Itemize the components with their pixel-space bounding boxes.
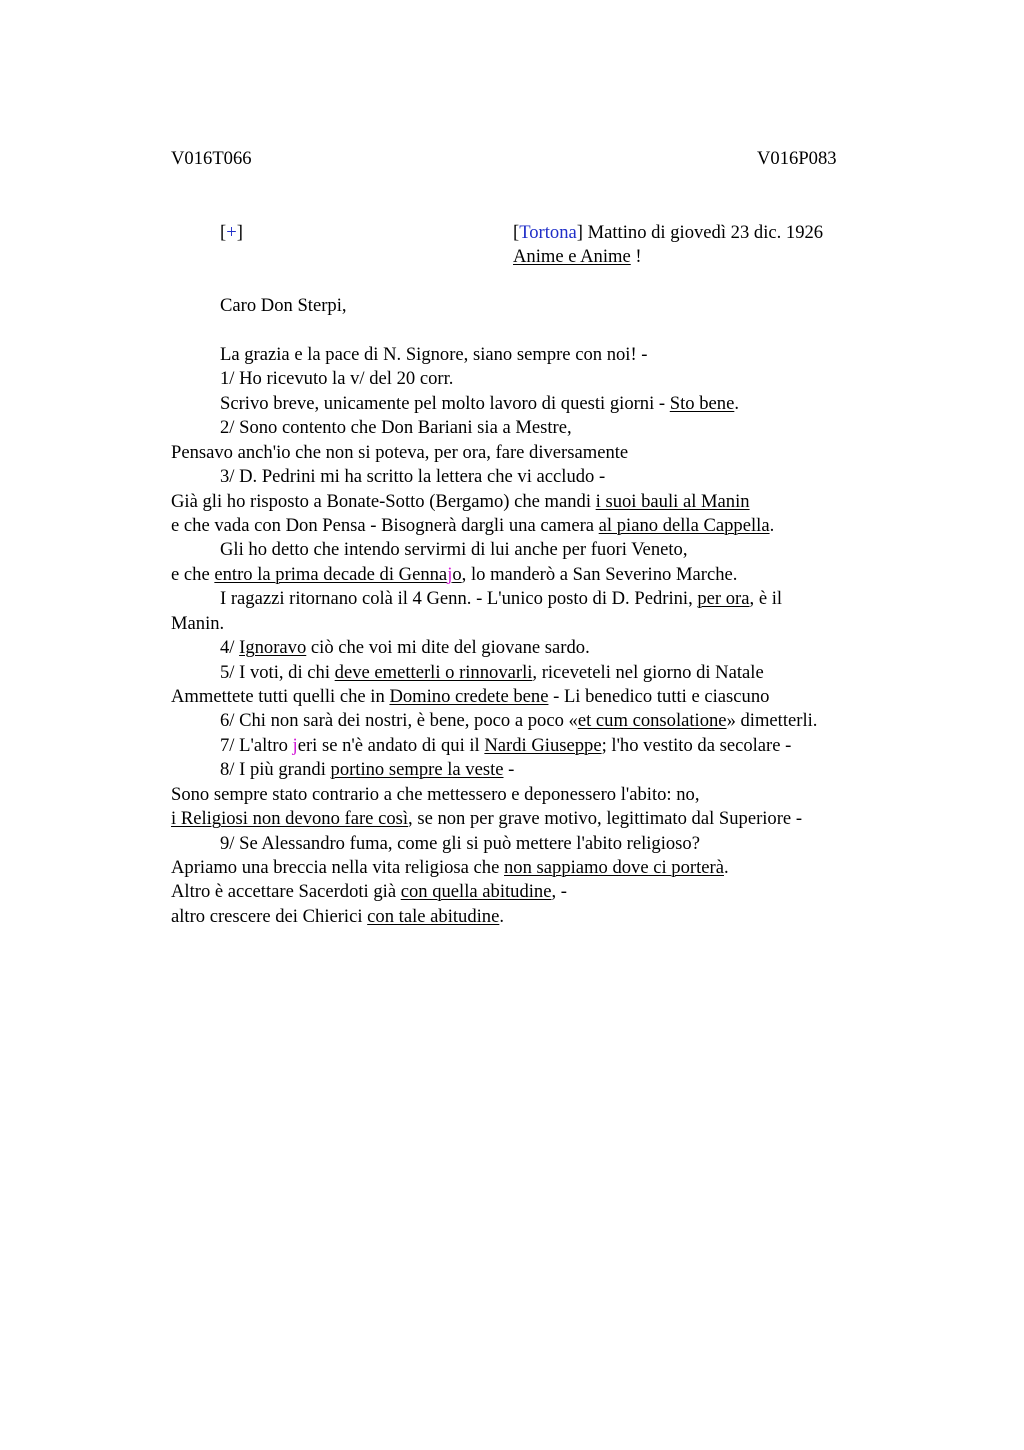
body-line: La grazia e la pace di N. Signore, siano sempre con noi! -: [220, 344, 648, 365]
expand-marker: [+]: [220, 222, 243, 243]
body-line: 3/ D. Pedrini mi ha scritto la lettera che vi accludo -: [220, 466, 606, 487]
letter-motto: Anime e Anime !: [513, 246, 642, 267]
body-line: e che vada con Don Pensa - Bisognerà dargli una camera al piano della Cappella.: [171, 515, 775, 536]
body-line: Altro è accettare Sacerdoti già con quella abitudine, -: [171, 881, 567, 902]
body-line: Manin.: [171, 613, 225, 634]
body-line: Apriamo una breccia nella vita religiosa che non sappiamo dove ci porterà.: [171, 857, 729, 878]
motto-underlined: Anime e Anime: [513, 246, 631, 267]
body-line: 7/ L'altro jeri se n'è andato di qui il Nardi Giuseppe; l'ho vestito da secolare -: [220, 735, 792, 756]
correction-mark: j: [447, 564, 453, 585]
body-line: Scrivo breve, unicamente pel molto lavoro di questi giorni - Sto bene.: [220, 393, 739, 414]
body-line: Pensavo anch'io che non si poteva, per ora, fare diversamente: [171, 442, 629, 463]
letter-place-date: [Tortona] Mattino di giovedì 23 dic. 1926: [513, 222, 824, 243]
body-line: 2/ Sono contento che Don Bariani sia a Mestre,: [220, 417, 572, 438]
body-line: 5/ I voti, di chi deve emetterli o rinnovarli, riceveteli nel giorno di Natale: [220, 662, 764, 683]
salutation: Caro Don Sterpi,: [220, 295, 347, 316]
body-line: 9/ Se Alessandro fuma, come gli si può mettere l'abito religioso?: [220, 833, 700, 854]
letter-date: Mattino di giovedì 23 dic. 1926: [587, 222, 824, 243]
body-line: 6/ Chi non sarà dei nostri, è bene, poco a poco «et cum consolatione» dimetterli.: [220, 710, 818, 731]
body-line: Sono sempre stato contrario a che mettessero e deponessero l'abito: no,: [171, 784, 700, 805]
place-link[interactable]: Tortona: [519, 222, 577, 243]
body-line: I ragazzi ritornano colà il 4 Genn. - L'unico posto di D. Pedrini, per ora, è il: [220, 588, 783, 609]
body-line: i Religiosi non devono fare così, se non per grave motivo, legittimato dal Superiore -: [171, 808, 803, 829]
document-code-right: V016P083: [757, 148, 837, 169]
body-line: 1/ Ho ricevuto la v/ del 20 corr.: [220, 368, 454, 389]
document-code-left: V016T066: [171, 148, 252, 169]
body-line: 8/ I più grandi portino sempre la veste -: [220, 759, 515, 780]
body-line: e che entro la prima decade di Gennajo, lo manderò a San Severino Marche.: [171, 564, 738, 585]
expand-link[interactable]: +: [226, 222, 237, 243]
body-line: Gli ho detto che intendo servirmi di lui anche per fuori Veneto,: [220, 539, 688, 560]
body-line: Già gli ho risposto a Bonate-Sotto (Bergamo) che mandi i suoi bauli al Manin: [171, 491, 750, 512]
body-line: altro crescere dei Chierici con tale abitudine.: [171, 906, 504, 927]
body-line: Ammettete tutti quelli che in Domino credete bene - Li benedico tutti e ciascuno: [171, 686, 770, 707]
correction-mark: j: [292, 735, 298, 756]
body-line: 4/ Ignoravo ciò che voi mi dite del giovane sardo.: [220, 637, 590, 658]
